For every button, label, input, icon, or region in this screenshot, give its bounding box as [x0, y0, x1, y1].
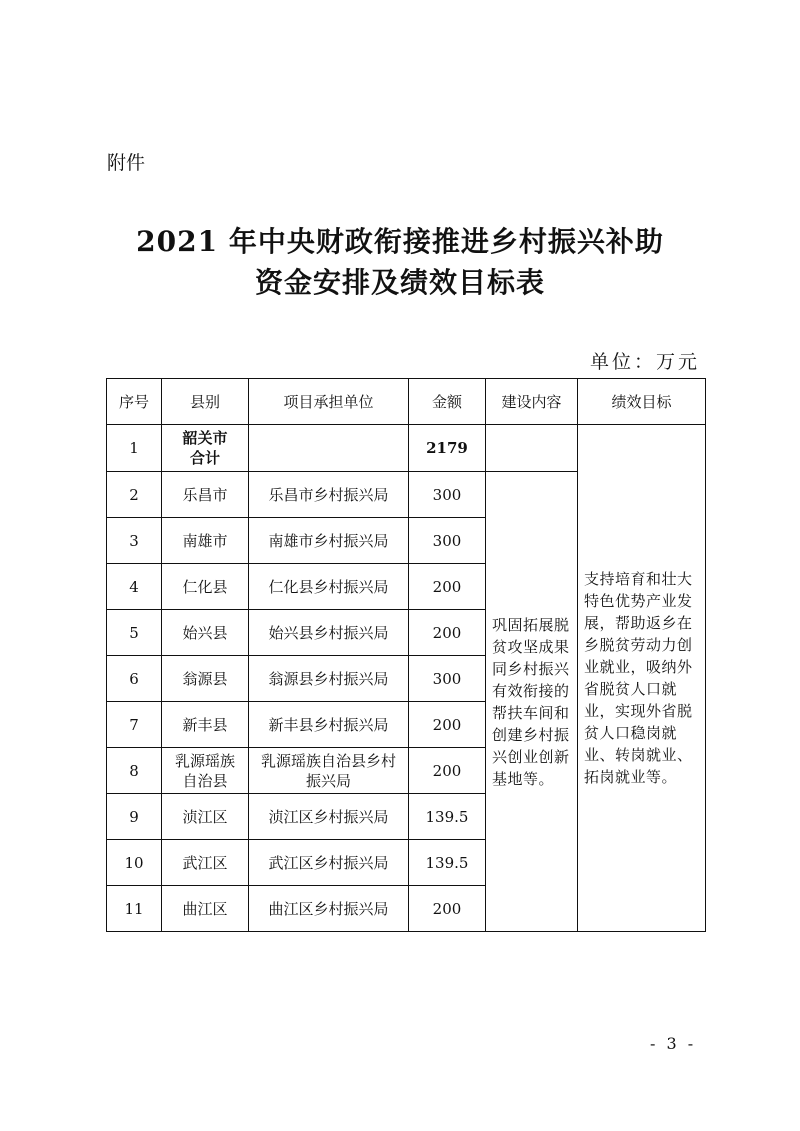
funding-table: [106, 378, 706, 932]
cell-amount: 300: [409, 472, 486, 518]
cell-unit: [249, 425, 409, 472]
cell-county: 韶关市 合计: [162, 425, 249, 472]
cell-amount: 200: [409, 748, 486, 794]
cell-no: 3: [107, 518, 162, 564]
cell-unit: 翁源县乡村振兴局: [249, 656, 409, 702]
cell-amount: 139.5: [409, 840, 486, 886]
cell-amount: 200: [409, 886, 486, 932]
cell-amount: 200: [409, 702, 486, 748]
cell-county: 南雄市: [162, 518, 249, 564]
cell-no: 8: [107, 748, 162, 794]
cell-no: 6: [107, 656, 162, 702]
document-title-line-2: 资金安排及绩效目标表: [254, 266, 545, 299]
cell-unit: 南雄市乡村振兴局: [249, 518, 409, 564]
cell-unit: 新丰县乡村振兴局: [249, 702, 409, 748]
header-no: 序号: [107, 379, 162, 425]
cell-county: 翁源县: [162, 656, 249, 702]
cell-unit: 仁化县乡村振兴局: [249, 564, 409, 610]
table-header-row: [107, 379, 706, 425]
cell-performance: 支持培育和壮大特色优势产业发展，帮助返乡在乡脱贫劳动力创业就业，吸纳外省脱贫人口就业，实现外省脱贫人口稳岗就业、转岗就业、拓岗就业等。: [578, 425, 706, 932]
cell-unit: 乳源瑶族自治县乡村 振兴局: [249, 748, 409, 794]
cell-unit: 始兴县乡村振兴局: [249, 610, 409, 656]
cell-county: 曲江区: [162, 886, 249, 932]
unit-label: 单位：万元: [590, 351, 701, 373]
cell-unit: 武江区乡村振兴局: [249, 840, 409, 886]
document-title-line-1: 2021 年中央财政衔接推进乡村振兴补助: [136, 225, 664, 258]
header-construction: 建设内容: [486, 379, 578, 425]
header-county: 县别: [162, 379, 249, 425]
cell-no: 5: [107, 610, 162, 656]
cell-amount: 300: [409, 656, 486, 702]
cell-county: 乐昌市: [162, 472, 249, 518]
cell-no: 10: [107, 840, 162, 886]
cell-amount: 2179: [409, 425, 486, 472]
cell-construction-blank: [486, 425, 578, 472]
cell-county: 新丰县: [162, 702, 249, 748]
cell-amount: 300: [409, 518, 486, 564]
cell-no: 1: [107, 425, 162, 472]
table-row: [107, 425, 706, 472]
header-unit: 项目承担单位: [249, 379, 409, 425]
cell-amount: 139.5: [409, 794, 486, 840]
cell-county: 浈江区: [162, 794, 249, 840]
cell-construction: 巩固拓展脱贫攻坚成果同乡村振兴有效衔接的帮扶车间和创建乡村振兴创业创新基地等。: [486, 472, 578, 932]
cell-no: 11: [107, 886, 162, 932]
cell-county: 武江区: [162, 840, 249, 886]
attachment-label: 附件: [107, 152, 146, 174]
header-performance: 绩效目标: [578, 379, 706, 425]
cell-no: 4: [107, 564, 162, 610]
cell-unit: 乐昌市乡村振兴局: [249, 472, 409, 518]
cell-unit: 浈江区乡村振兴局: [249, 794, 409, 840]
cell-amount: 200: [409, 610, 486, 656]
cell-county: 乳源瑶族 自治县: [162, 748, 249, 794]
header-amount: 金额: [409, 379, 486, 425]
page-number: - 3 -: [650, 1034, 697, 1053]
cell-county: 仁化县: [162, 564, 249, 610]
cell-no: 2: [107, 472, 162, 518]
cell-no: 9: [107, 794, 162, 840]
cell-county: 始兴县: [162, 610, 249, 656]
cell-no: 7: [107, 702, 162, 748]
cell-amount: 200: [409, 564, 486, 610]
cell-unit: 曲江区乡村振兴局: [249, 886, 409, 932]
